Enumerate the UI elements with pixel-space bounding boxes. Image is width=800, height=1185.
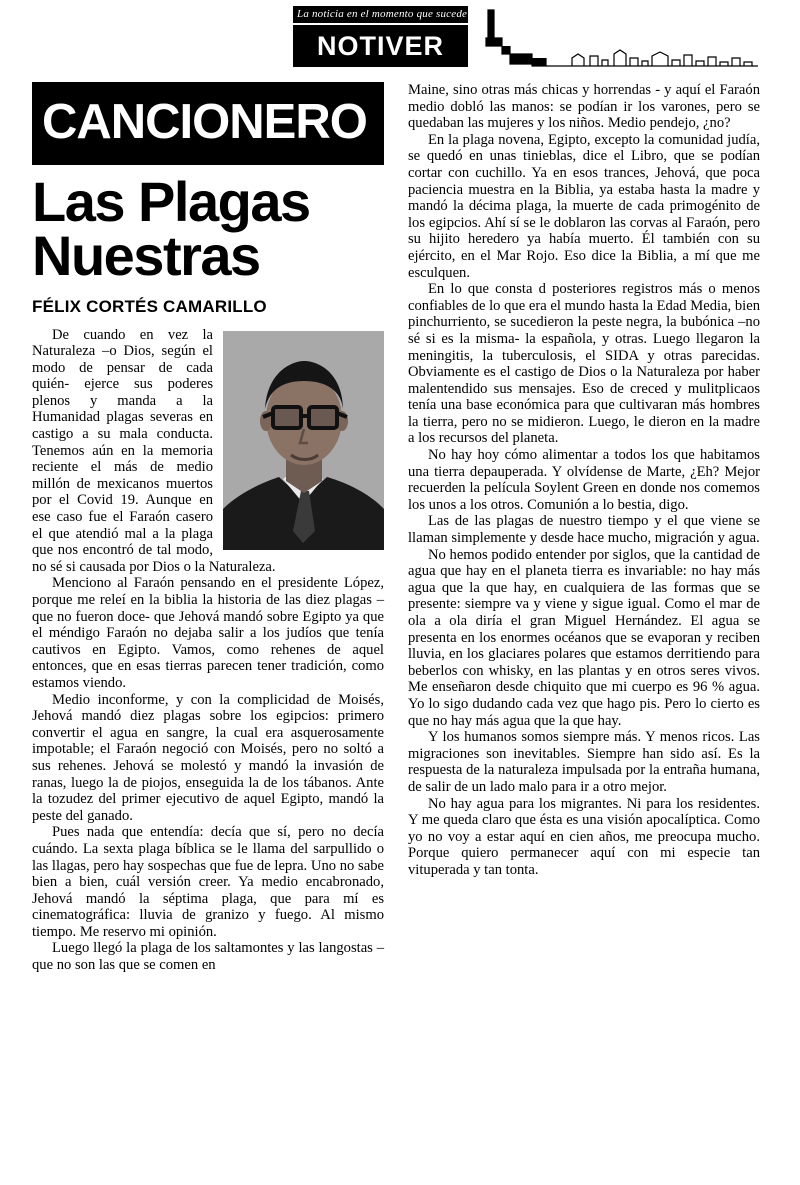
- section-label: CANCIONERO: [32, 82, 384, 165]
- byline: FÉLIX CORTÉS CAMARILLO: [32, 296, 267, 316]
- city-skyline-icon: [480, 8, 760, 74]
- paragraph: Medio inconforme, y con la complicidad de Moisés, Jehová mandó diez plagas sobre los egipcios: primero convertir el agua en sangre, la cual era asquerosamente impotable; el Faraón negoció con Moisés, pero no soltó a sus rehenes. Jehová se molestó y mandó la invasión de ranas, luego la de piojos, enseguida la de los tábanos. Ante la tozudez del primer ejecutivo de aquel Egipto, mandó la peste del ganado.: [32, 691, 384, 824]
- paragraph: En la plaga novena, Egipto, excepto la comunidad judía, se quedó en unas tinieblas, dice el Libro, que se podían cortar con cuchillo. Ya en esos trances, Jehová, que poca paciencia muestra en la Biblia, ya estaba hasta la madre y mandó la décima plaga, la muerte de cada primogénito de los egipcios. Ahí sí se le doblaron las corvas al Faraón, pero su hijito heredero ya había muerto. Él también con su ejército, en el Mar Rojo. Eso dice la Biblia, a mí que me esculquen.: [408, 131, 760, 281]
- paragraph: No hemos podido entender por siglos, que la cantidad de agua que hay en el planeta tierra es invariable: no hay más agua que la que hay, en cualquiera de las formas que se presente: siempre va y viene y sigue igual. Como el mar de ola a ola diría el gran Miguel Hernández. El agua se presenta en los enormes océanos que se evaporan y reciben lluvia, en los glaciares polares que estamos derritiendo para beberlos con whisky, en las plantas y en otros seres vivos. Me enseñaron desde chiquito que mi cuerpo es 96 % agua. Yo lo sigo dudando cada vez que hago pis. Pero lo cierto es que no hay más agua que la que hay.: [408, 546, 760, 729]
- paragraph: Menciono al Faraón pensando en el presidente López, porque me releí en la biblia la historia de las diez plagas –que no fueron doce- que Jehová mandó sobre Egipto ya que el méndigo Faraón no dejaba salir a los judíos que tenía cautivos en Egipto. Vamos, como rehenes de aquel entonces, que en esas tierras parecen tener tradición, como estamos viendo.: [32, 575, 384, 691]
- paragraph: Pues nada que entendía: decía que sí, pero no decía cuándo. La sexta plaga bíblica se le llama del sarpullido o las llagas, pero hay sospechas que fue de lepra. Uno no sabe bien a bien, cuál versión creer. Ya medio encabronado, Jehová mandó la séptima plaga, que para mí es cinematográfica: lluvia de granizo y fuego. Al mismo tiempo. Me reservo mi opinión.: [32, 824, 384, 940]
- paragraph: Maine, sino otras más chicas y horrendas - y aquí el Faraón medio dobló las manos: se podían ir los varones, pero se quedaban las mujeres y los niños. Medio pendejo, ¿no?: [408, 82, 760, 132]
- masthead: [0, 0, 800, 82]
- left-column: [32, 82, 384, 974]
- masthead-kicker: La noticia en el momento que sucede: [293, 6, 468, 23]
- right-column-body: [408, 82, 760, 879]
- article-columns: [0, 82, 800, 974]
- page-title: [32, 170, 384, 287]
- columnist-photo: [223, 331, 384, 550]
- paragraph: Luego llegó la plaga de los saltamontes y las langostas –que no son las que se comen en: [32, 940, 384, 974]
- paragraph: No hay hoy cómo alimentar a todos los que habitamos una tierra depauperada. Y olvídense de Marte, ¿Eh? Mejor recuerden la película Soylent Green en donde nos comemos los unos a los otros. Comunión a lo bestia, digo.: [408, 447, 760, 513]
- paragraph: En lo que consta d posteriores registros más o menos confiables de lo que era el mundo hasta la Edad Media, bien pinchurriento, se sucedieron la peste negra, la bubónica –no sé si es la misma- la española, y otras. Luego llegaron la meningitis, la tuberculosis, el SIDA y otras parecidas. Obviamente es el castigo de Dios o la Naturaleza por haber malentendido sus mensajes. Eso de creced y mulitplicaos tenía una base económica para que cultivaran más hombres la tierra, pero no se midieron. Luego, le dieron en la madre a los recursos del planeta.: [408, 281, 760, 447]
- masthead-logo-group: [293, 6, 468, 67]
- right-column: [408, 82, 760, 974]
- headline-line-2: Nuestras: [32, 223, 260, 287]
- headline-line-1: Las Plagas: [32, 170, 310, 233]
- paragraph: Las de las plagas de nuestro tiempo y el que viene se llaman simplemente y desde hace mucho, migración y agua.: [408, 513, 760, 547]
- paragraph: De cuando en vez la Naturaleza –o Dios, según el modo de pensar de cada quién- ejerce sus poderes plenos y manda a la Humanidad plagas severas en castigo a su mala conducta. Tenemos aún en la memoria reciente el más de medio millón de mexicanos muertos por el Covid 19. Aunque en ese caso fue el Faraón casero el que atendió mal a la plaga que nos encontró de tal modo, no sé si causada por Dios o la Naturaleza.: [32, 326, 276, 575]
- masthead-logo-text: NOTIVER: [316, 30, 444, 61]
- masthead-logo-box: [293, 25, 468, 67]
- paragraph: Y los humanos somos siempre más. Y menos ricos. Las migraciones son inevitables. Siempre han sido así. Es la respuesta de la naturaleza impulsada por la entraña humana, de salir de un lado malo para ir a otro mejor.: [408, 729, 760, 795]
- paragraph: No hay agua para los migrantes. Ni para los residentes. Y me queda claro que ésta es una visión apocalíptica. Como yo no voy a estar aquí en cien años, me preocupa mucho. Porque quiero permanecer aquí con mi especie tan vituperada y tan tonta.: [408, 795, 760, 878]
